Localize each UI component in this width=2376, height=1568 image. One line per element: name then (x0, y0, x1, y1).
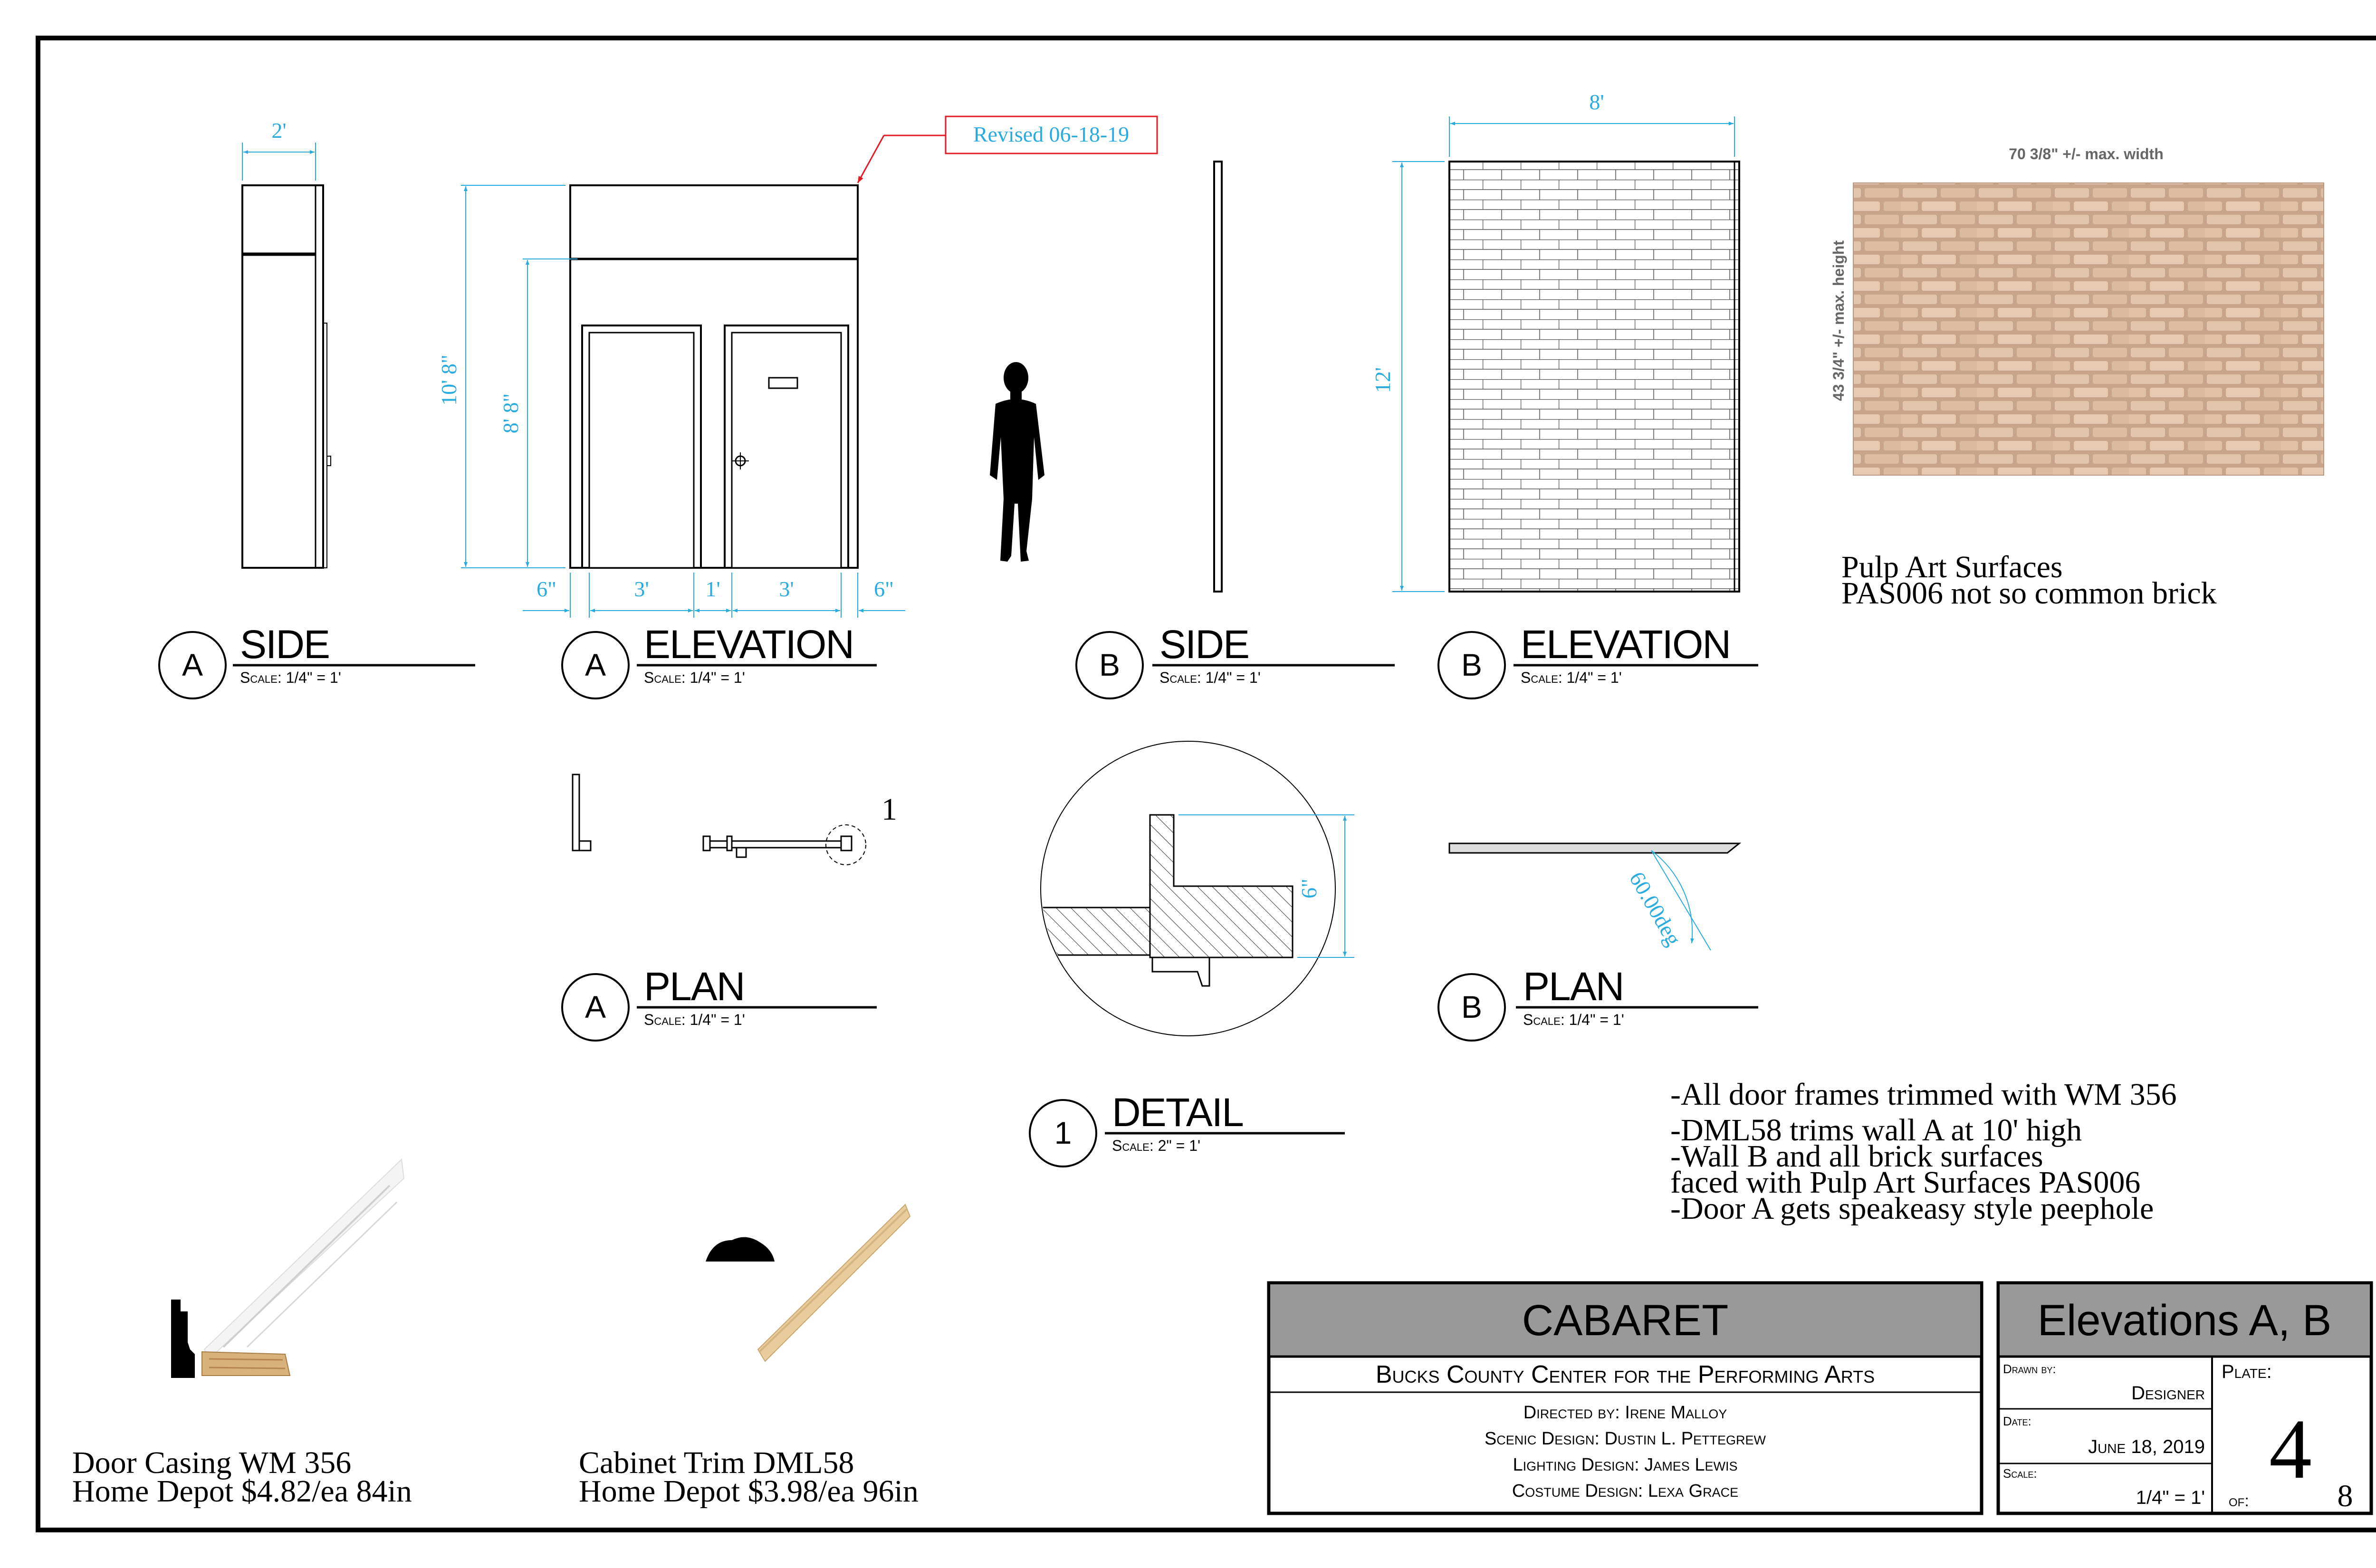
note-2: -DML58 trims wall A at 10' high (1670, 1113, 2082, 1147)
callout-a-elevation (562, 622, 877, 698)
wall-a-plan (573, 774, 897, 865)
detail-1-drawing (1036, 741, 1354, 1036)
wall-b-elevation (1370, 90, 1739, 592)
title-block-sheet (1998, 1283, 2371, 1513)
revision-note: Revised 06-18-19 (973, 122, 1130, 146)
dim-a-door1-width: 3' (634, 577, 649, 601)
of-label: of: (2229, 1492, 2249, 1510)
callout-a-side (159, 622, 475, 698)
plan-detail-callout: 1 (881, 792, 897, 827)
dim-b-width: 8' (1589, 90, 1604, 114)
wall-b-plan (1449, 843, 1739, 950)
wall-a-elevation (437, 116, 1157, 618)
of-value: 8 (2337, 1479, 2353, 1513)
wall-a-side-view (242, 118, 331, 568)
credit-costume: Costume Design: Lexa Grace (1512, 1481, 1739, 1501)
dim-a-door2-width: 3' (779, 577, 794, 601)
view-title-b-side: SIDE (1159, 622, 1249, 667)
dim-a-left-margin: 6" (537, 577, 556, 601)
scale-value: 1/4" = 1' (2136, 1487, 2205, 1508)
scale-label: Scale: (2003, 1466, 2037, 1481)
callout-b-plan (1438, 964, 1758, 1041)
door-casing-line2: Home Depot $4.82/ea 84in (72, 1474, 412, 1509)
view-scale-a-side: Scale: 1/4" = 1' (240, 669, 341, 686)
view-scale-b-side: Scale: 1/4" = 1' (1159, 669, 1261, 686)
credit-lighting: Lighting Design: James Lewis (1513, 1455, 1738, 1475)
dim-detail-height: 6" (1297, 879, 1321, 899)
brick-caption-line2: PAS006 not so common brick (1841, 576, 2217, 611)
view-title-detail: DETAIL (1112, 1090, 1243, 1135)
dim-b-height: 12' (1370, 367, 1395, 393)
general-notes (1670, 1077, 2177, 1226)
view-scale-b-elevation: Scale: 1/4" = 1' (1521, 669, 1622, 686)
title-block-show (1269, 1283, 1982, 1513)
label-text: A (584, 989, 606, 1024)
view-title-a-elevation: ELEVATION (644, 622, 854, 667)
view-scale-a-plan: Scale: 1/4" = 1' (644, 1011, 745, 1028)
dim-a-total-height: 10' 8" (437, 354, 461, 406)
callout-b-elevation (1438, 622, 1758, 698)
note-5: -Door A gets speakeasy style peephole (1670, 1191, 2154, 1226)
date-value: June 18, 2019 (2088, 1436, 2205, 1457)
label-text: B (1461, 989, 1483, 1024)
dim-b-plan-angle: 60.00deg (1624, 867, 1686, 950)
material-captions (72, 1445, 919, 1509)
view-scale-a-elevation: Scale: 1/4" = 1' (644, 669, 745, 686)
wall-b-side-view (1214, 162, 1222, 592)
label-text: B (1099, 647, 1121, 682)
label-text: A (584, 647, 606, 682)
brick-width-label: 70 3/8" +/- max. width (2009, 145, 2164, 163)
view-scale-b-plan: Scale: 1/4" = 1' (1523, 1011, 1624, 1028)
plate-number: 4 (2269, 1402, 2312, 1496)
view-title-b-plan: PLAN (1523, 964, 1624, 1009)
view-scale-detail: Scale: 2" = 1' (1112, 1137, 1201, 1154)
brick-caption-line1: Pulp Art Surfaces (1841, 550, 2063, 584)
credit-scenic: Scenic Design: Dustin L. Pettegrew (1484, 1429, 1766, 1449)
label-text: 1 (1054, 1115, 1072, 1150)
human-scale-figure (990, 362, 1044, 562)
note-4: faced with Pulp Art Surfaces PAS006 (1670, 1165, 2141, 1200)
cabinet-trim-line1: Cabinet Trim DML58 (579, 1445, 854, 1480)
dim-a-right-margin: 6" (874, 577, 894, 601)
venue-name: Bucks County Center for the Performing Arts (1375, 1361, 1875, 1388)
view-title-b-elevation: ELEVATION (1521, 622, 1731, 667)
dim-a-door-height: 8' 8" (498, 393, 523, 434)
callout-detail (1030, 1090, 1345, 1166)
drawn-by-value: Designer (2131, 1383, 2205, 1404)
plate-label: Plate: (2222, 1361, 2272, 1382)
note-1: -All door frames trimmed with WM 356 (1670, 1077, 2177, 1112)
label-text: A (182, 647, 203, 682)
show-title: CABARET (1522, 1296, 1729, 1345)
door-casing-illustration (171, 1159, 404, 1378)
view-title-a-plan: PLAN (644, 964, 745, 1009)
dim-a-side-width: 2' (271, 118, 287, 143)
view-title-a-side: SIDE (240, 622, 330, 667)
dim-a-gap: 1' (705, 577, 720, 601)
brick-panel-sample (1830, 145, 2324, 611)
cabinet-trim-illustration (706, 1205, 910, 1361)
note-3: -Wall B and all brick surfaces (1670, 1139, 2043, 1174)
sheet-title: Elevations A, B (2037, 1296, 2332, 1345)
callout-a-plan (562, 964, 877, 1041)
date-label: Date: (2003, 1414, 2031, 1428)
brick-height-label: 43 3/4" +/- max. height (1830, 240, 1847, 401)
cabinet-trim-line2: Home Depot $3.98/ea 96in (579, 1474, 919, 1509)
callout-b-side (1076, 622, 1395, 698)
label-text: B (1461, 647, 1483, 682)
drawn-by-label: Drawn by: (2003, 1362, 2056, 1376)
credit-director: Directed by: Irene Malloy (1523, 1403, 1727, 1423)
door-casing-line1: Door Casing WM 356 (72, 1445, 352, 1480)
